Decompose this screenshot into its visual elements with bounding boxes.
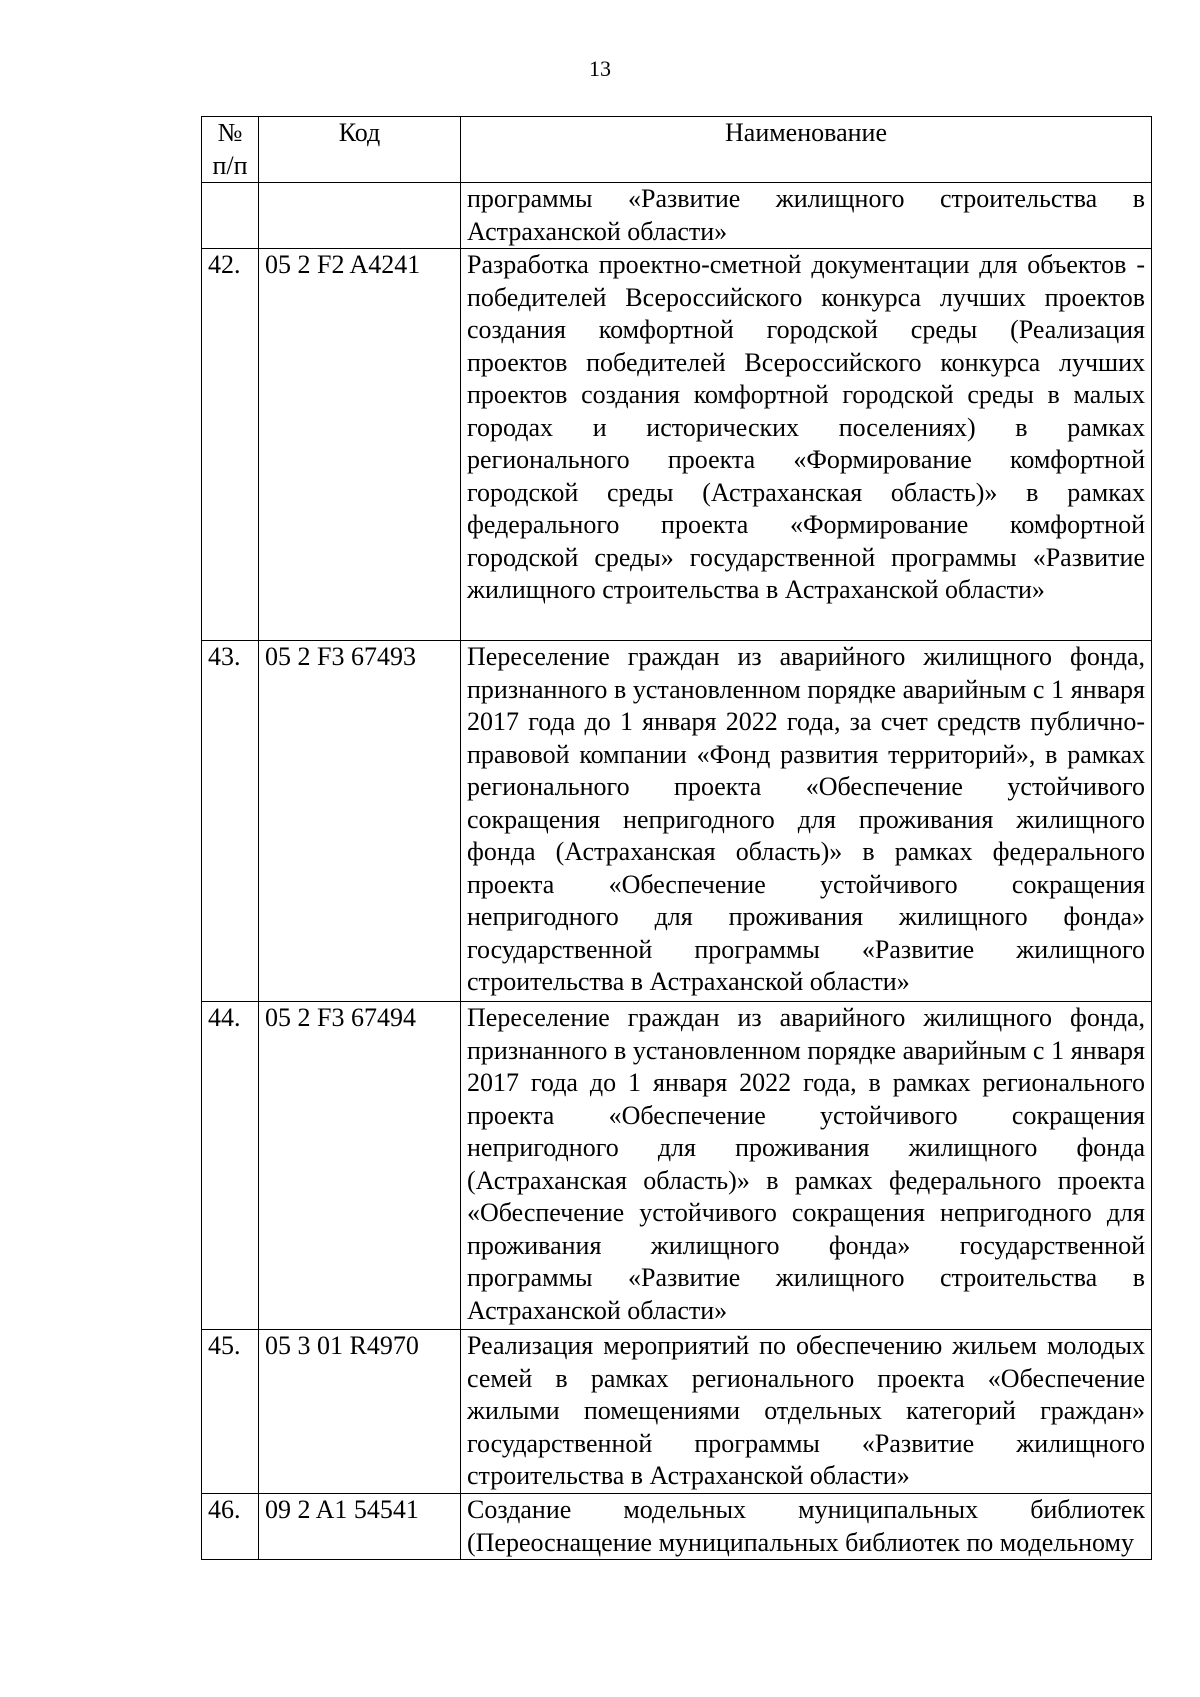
table-row [202, 1002, 1152, 1330]
header-number-pp: п/п [212, 150, 248, 180]
header-number-sign: № [217, 118, 243, 147]
row-number: 46. [202, 1494, 259, 1560]
row-code [259, 183, 461, 249]
table-header-row [202, 117, 1152, 183]
table-row [202, 183, 1152, 249]
row-name: Создание модельных муниципальных библиотек (Переоснащение муниципальных библиотек по модельному [461, 1494, 1152, 1560]
table-row [202, 249, 1152, 641]
row-name: Разработка проектно-сметной документации для объектов - победителей Всероссийского конкурса лучших проектов создания комфортной городской среды (Реализация проектов победителей Всероссийского конкурса лучших проектов создания комфортной городской среды в малых городах и исторических поселениях) в рамках регионального проекта «Формирование комфортной городской среды (Астраханская область)» в рамках федерального проекта «Формирование комфортной городской среды» государственной программы «Развитие жилищного строительства в Астраханской области» [461, 249, 1152, 641]
row-name: Переселение граждан из аварийного жилищного фонда, признанного в установленном порядке аварийным с 1 января 2017 года до 1 января 2022 года, за счет средств публично-правовой компании «Фонд развития территорий», в рамках регионального проекта «Обеспечение устойчивого сокращения непригодного для проживания жилищного фонда (Астраханская область)» в рамках федерального проекта «Обеспечение устойчивого сокращения непригодного для проживания жилищного фонда» государственной программы «Развитие жилищного строительства в Астраханской области» [461, 641, 1152, 1002]
row-number: 45. [202, 1330, 259, 1494]
header-code: Код [259, 117, 461, 183]
row-number: 43. [202, 641, 259, 1002]
table-row [202, 641, 1152, 1002]
table-row [202, 1330, 1152, 1494]
row-code: 09 2 A1 54541 [259, 1494, 461, 1560]
row-code: 05 3 01 R4970 [259, 1330, 461, 1494]
row-number [202, 183, 259, 249]
budget-code-table [201, 116, 1152, 1560]
row-name: программы «Развитие жилищного строительства в Астраханской области» [461, 183, 1152, 249]
row-code: 05 2 F3 67494 [259, 1002, 461, 1330]
row-name: Переселение граждан из аварийного жилищного фонда, признанного в установленном порядке аварийным с 1 января 2017 года до 1 января 2022 года, в рамках регионального проекта «Обеспечение устойчивого сокращения непригодного для проживания жилищного фонда (Астраханская область)» в рамках федерального проекта «Обеспечение устойчивого сокращения непригодного для проживания жилищного фонда» государственной программы «Развитие жилищного строительства в Астраханской области» [461, 1002, 1152, 1330]
header-number [202, 117, 259, 183]
table-row [202, 1494, 1152, 1560]
row-code: 05 2 F3 67493 [259, 641, 461, 1002]
row-name: Реализация мероприятий по обеспечению жильем молодых семей в рамках регионального проекта «Обеспечение жилыми помещениями отдельных категорий граждан» государственной программы «Развитие жилищного строительства в Астраханской области» [461, 1330, 1152, 1494]
row-number: 44. [202, 1002, 259, 1330]
header-name: Наименование [461, 117, 1152, 183]
row-number: 42. [202, 249, 259, 641]
row-code: 05 2 F2 A4241 [259, 249, 461, 641]
page-number: 13 [589, 56, 611, 81]
